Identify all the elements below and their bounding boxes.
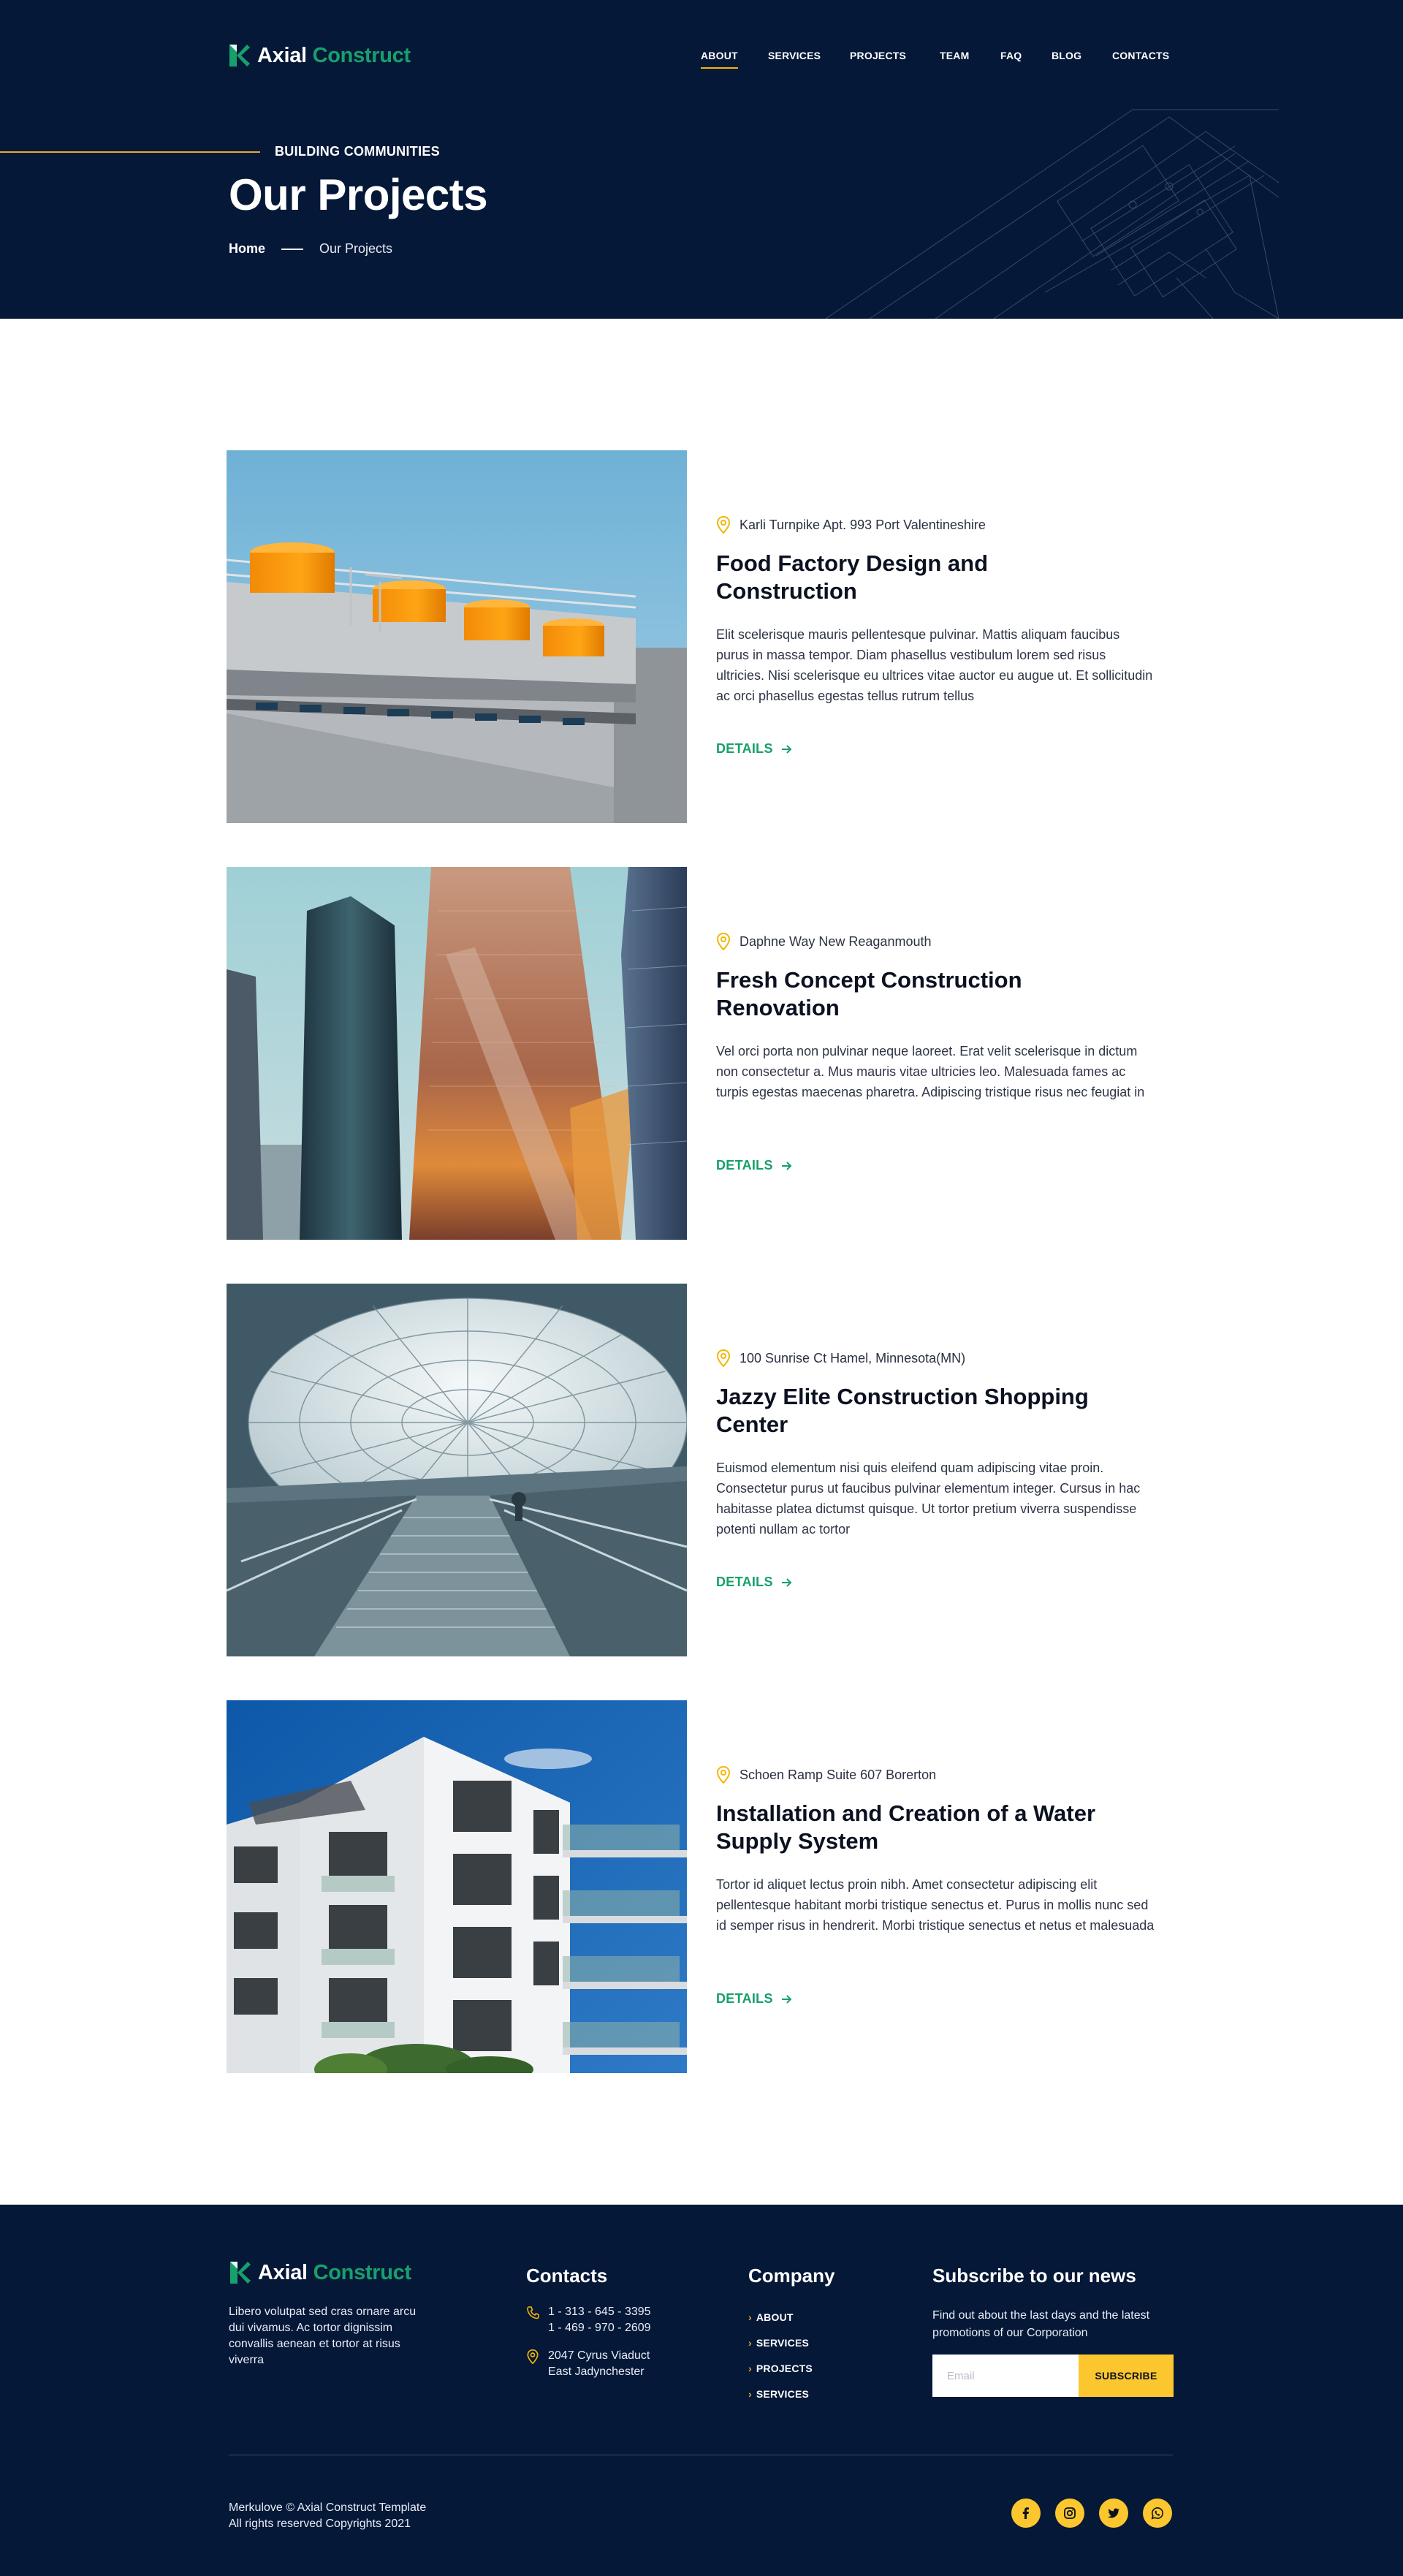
site-footer [0, 2205, 1403, 2576]
footer-copyright [229, 2500, 426, 2532]
shopping-center-photo [227, 1284, 687, 1656]
nav-services[interactable]: SERVICES [768, 50, 821, 61]
nav-team[interactable]: TEAM [940, 50, 970, 61]
project-location-text: Schoen Ramp Suite 607 Borerton [739, 1767, 937, 1782]
project-description: Vel orci porta non pulvinar neque laoreet. Erat velit scelerisque in dictum non consectetur a. Mus mauris vitae ultricies leo. Malesuada fames ac turpis egestas maecenas pharetra. Adipiscing tristique risus nec feugiat in [716, 1044, 1145, 1099]
project-details-link[interactable] [716, 1991, 792, 2007]
project-description: Elit scelerisque mauris pellentesque pulvinar. Mattis aliquam faucibus purus in massa tempor. Diam phasellus vestibulum lorem sed risus ultricies. Nisi scelerisque eu ultrices vitae auctor eu augue ut. Et sollicitudin ac orci phasellus egestas tellus rutrum tellus [716, 627, 1153, 703]
email-field[interactable] [932, 2355, 1079, 2397]
blueprint-decoration [826, 102, 1279, 319]
project-title: Fresh Concept Construction Renovation [716, 967, 1022, 1020]
whatsapp-icon [1151, 2507, 1164, 2520]
project-title: Food Factory Design and Construction [716, 550, 989, 604]
footer-brand-name: Axial Construct [258, 2260, 411, 2284]
breadcrumb-separator [281, 249, 303, 250]
project-info [716, 867, 1155, 1240]
map-pin-icon [716, 1349, 731, 1367]
project-image-skyscrapers[interactable] [227, 867, 687, 1240]
subscribe-button[interactable]: SUBSCRIBE [1079, 2355, 1174, 2397]
chevron-right-icon: › [748, 2311, 752, 2323]
subscribe-form [932, 2355, 1174, 2397]
instagram-icon [1063, 2507, 1076, 2520]
footer-phones [526, 2304, 651, 2336]
brand-name: Axial Construct [257, 43, 411, 67]
project-description: Euismod elementum nisi quis eleifend quam adipiscing vitae proin. Consectetur purus ut faucibus pulvinar elementum integer. Cursus in hac habitasse platea dictumst quisque. Ut tortor pretium viverra suspendisse potenti nullam ac tortor [716, 1461, 1141, 1537]
nav-blog[interactable]: BLOG [1052, 50, 1082, 61]
main-nav [0, 45, 1403, 75]
phone-icon [526, 2306, 539, 2320]
project-info [716, 450, 1155, 823]
nav-faq[interactable]: FAQ [1000, 50, 1022, 61]
project-info [716, 1700, 1155, 2073]
footer-company-heading: Company [748, 2265, 835, 2287]
chevron-right-icon: › [748, 2337, 752, 2349]
map-pin-icon [526, 2349, 539, 2364]
footer-about-text: Libero volutpat sed cras ornare arcu dui vivamus. Ac tortor dignissim convallis aenean et tortor at risus viverra [229, 2306, 417, 2366]
chevron-right-icon: › [748, 2363, 752, 2374]
twitter-icon [1107, 2507, 1120, 2520]
project-location [716, 1349, 965, 1367]
instagram-button[interactable] [1055, 2499, 1084, 2528]
project-details-link[interactable] [716, 1575, 792, 1590]
project-title: Jazzy Elite Construction Shopping Center [716, 1384, 1089, 1437]
breadcrumb [229, 241, 392, 257]
footer-logo[interactable] [229, 2260, 411, 2285]
eyebrow-line [0, 151, 260, 153]
project-card [227, 867, 1176, 1240]
copyright-line-1: Merkulove © Axial Construct Template [229, 2501, 427, 2514]
footer-subscribe-heading: Subscribe to our news [932, 2265, 1136, 2287]
footer-link-projects[interactable]: › PROJECTS [748, 2363, 813, 2374]
project-details-link[interactable] [716, 1158, 792, 1173]
footer-phone-2[interactable]: 1 - 469 - 970 - 2609 [548, 2322, 651, 2334]
project-location-text: 100 Sunrise Ct Hamel, Minnesota(MN) [739, 1350, 966, 1365]
nav-projects[interactable]: PROJECTS [850, 50, 907, 61]
footer-link-services-2[interactable]: › SERVICES [748, 2388, 810, 2400]
project-description: Tortor id aliquet lectus proin nibh. Amet consectetur adipiscing elit pellentesque habitant morbi tristique senectus et. Purus in mollis nunc sed id semper risus in hendrerit. Morbi tristique senectus et netus et malesuada [716, 1877, 1155, 1933]
project-location [716, 933, 931, 950]
facebook-icon [1019, 2507, 1033, 2520]
breadcrumb-current: Our Projects [319, 241, 393, 256]
facebook-button[interactable] [1011, 2499, 1041, 2528]
arrow-right-icon [780, 743, 792, 755]
whatsapp-button[interactable] [1143, 2499, 1172, 2528]
details-label: DETAILS [716, 741, 773, 756]
hero-header [0, 0, 1403, 319]
footer-contacts-heading: Contacts [526, 2265, 608, 2287]
project-location-text: Daphne Way New Reaganmouth [739, 933, 932, 949]
footer-link-services[interactable]: › SERVICES [748, 2337, 810, 2349]
page-title: Our Projects [229, 170, 488, 219]
project-image-shopping-center[interactable] [227, 1284, 687, 1656]
footer-subscribe-text: Find out about the last days and the latest promotions of our Corporation [932, 2309, 1150, 2339]
footer-address [526, 2348, 650, 2380]
footer-company-links [748, 2311, 813, 2414]
project-location-text: Karli Turnpike Apt. 993 Port Valentineshire [739, 517, 986, 532]
hero-eyebrow: BUILDING COMMUNITIES [275, 144, 440, 159]
apartment-photo [227, 1700, 687, 2073]
logo-mark-icon [229, 2260, 251, 2285]
project-card [227, 1284, 1176, 1656]
footer-phone-1[interactable]: 1 - 313 - 645 - 3395 [548, 2306, 651, 2318]
footer-address-line-1: 2047 Cyrus Viaduct [548, 2349, 650, 2362]
map-pin-icon [716, 933, 731, 950]
project-location [716, 1766, 936, 1784]
arrow-right-icon [780, 1993, 792, 2005]
chevron-right-icon: › [748, 2388, 752, 2400]
arrow-right-icon [780, 1160, 792, 1172]
arrow-right-icon [780, 1577, 792, 1588]
project-info [716, 1284, 1155, 1656]
map-pin-icon [716, 1766, 731, 1784]
project-image-apartment-building[interactable] [227, 1700, 687, 2073]
project-title: Installation and Creation of a Water Supply System [716, 1800, 1096, 1854]
project-card [227, 450, 1176, 823]
project-location [716, 516, 986, 534]
breadcrumb-home[interactable]: Home [229, 241, 266, 256]
footer-address-line-2: East Jadynchester [548, 2365, 645, 2378]
details-label: DETAILS [716, 1158, 773, 1173]
details-label: DETAILS [716, 1575, 773, 1589]
map-pin-icon [716, 516, 731, 534]
copyright-line-2: All rights reserved Copyrights 2021 [229, 2518, 411, 2530]
twitter-button[interactable] [1099, 2499, 1128, 2528]
details-label: DETAILS [716, 1991, 773, 2006]
project-details-link[interactable] [716, 741, 792, 757]
factory-photo [227, 450, 687, 823]
project-image-factory[interactable] [227, 450, 687, 823]
project-card [227, 1700, 1176, 2073]
skyscrapers-photo [227, 867, 687, 1240]
nav-contacts[interactable]: CONTACTS [1112, 50, 1170, 61]
nav-about[interactable]: ABOUT [701, 50, 738, 61]
footer-link-about[interactable]: › ABOUT [748, 2311, 794, 2323]
